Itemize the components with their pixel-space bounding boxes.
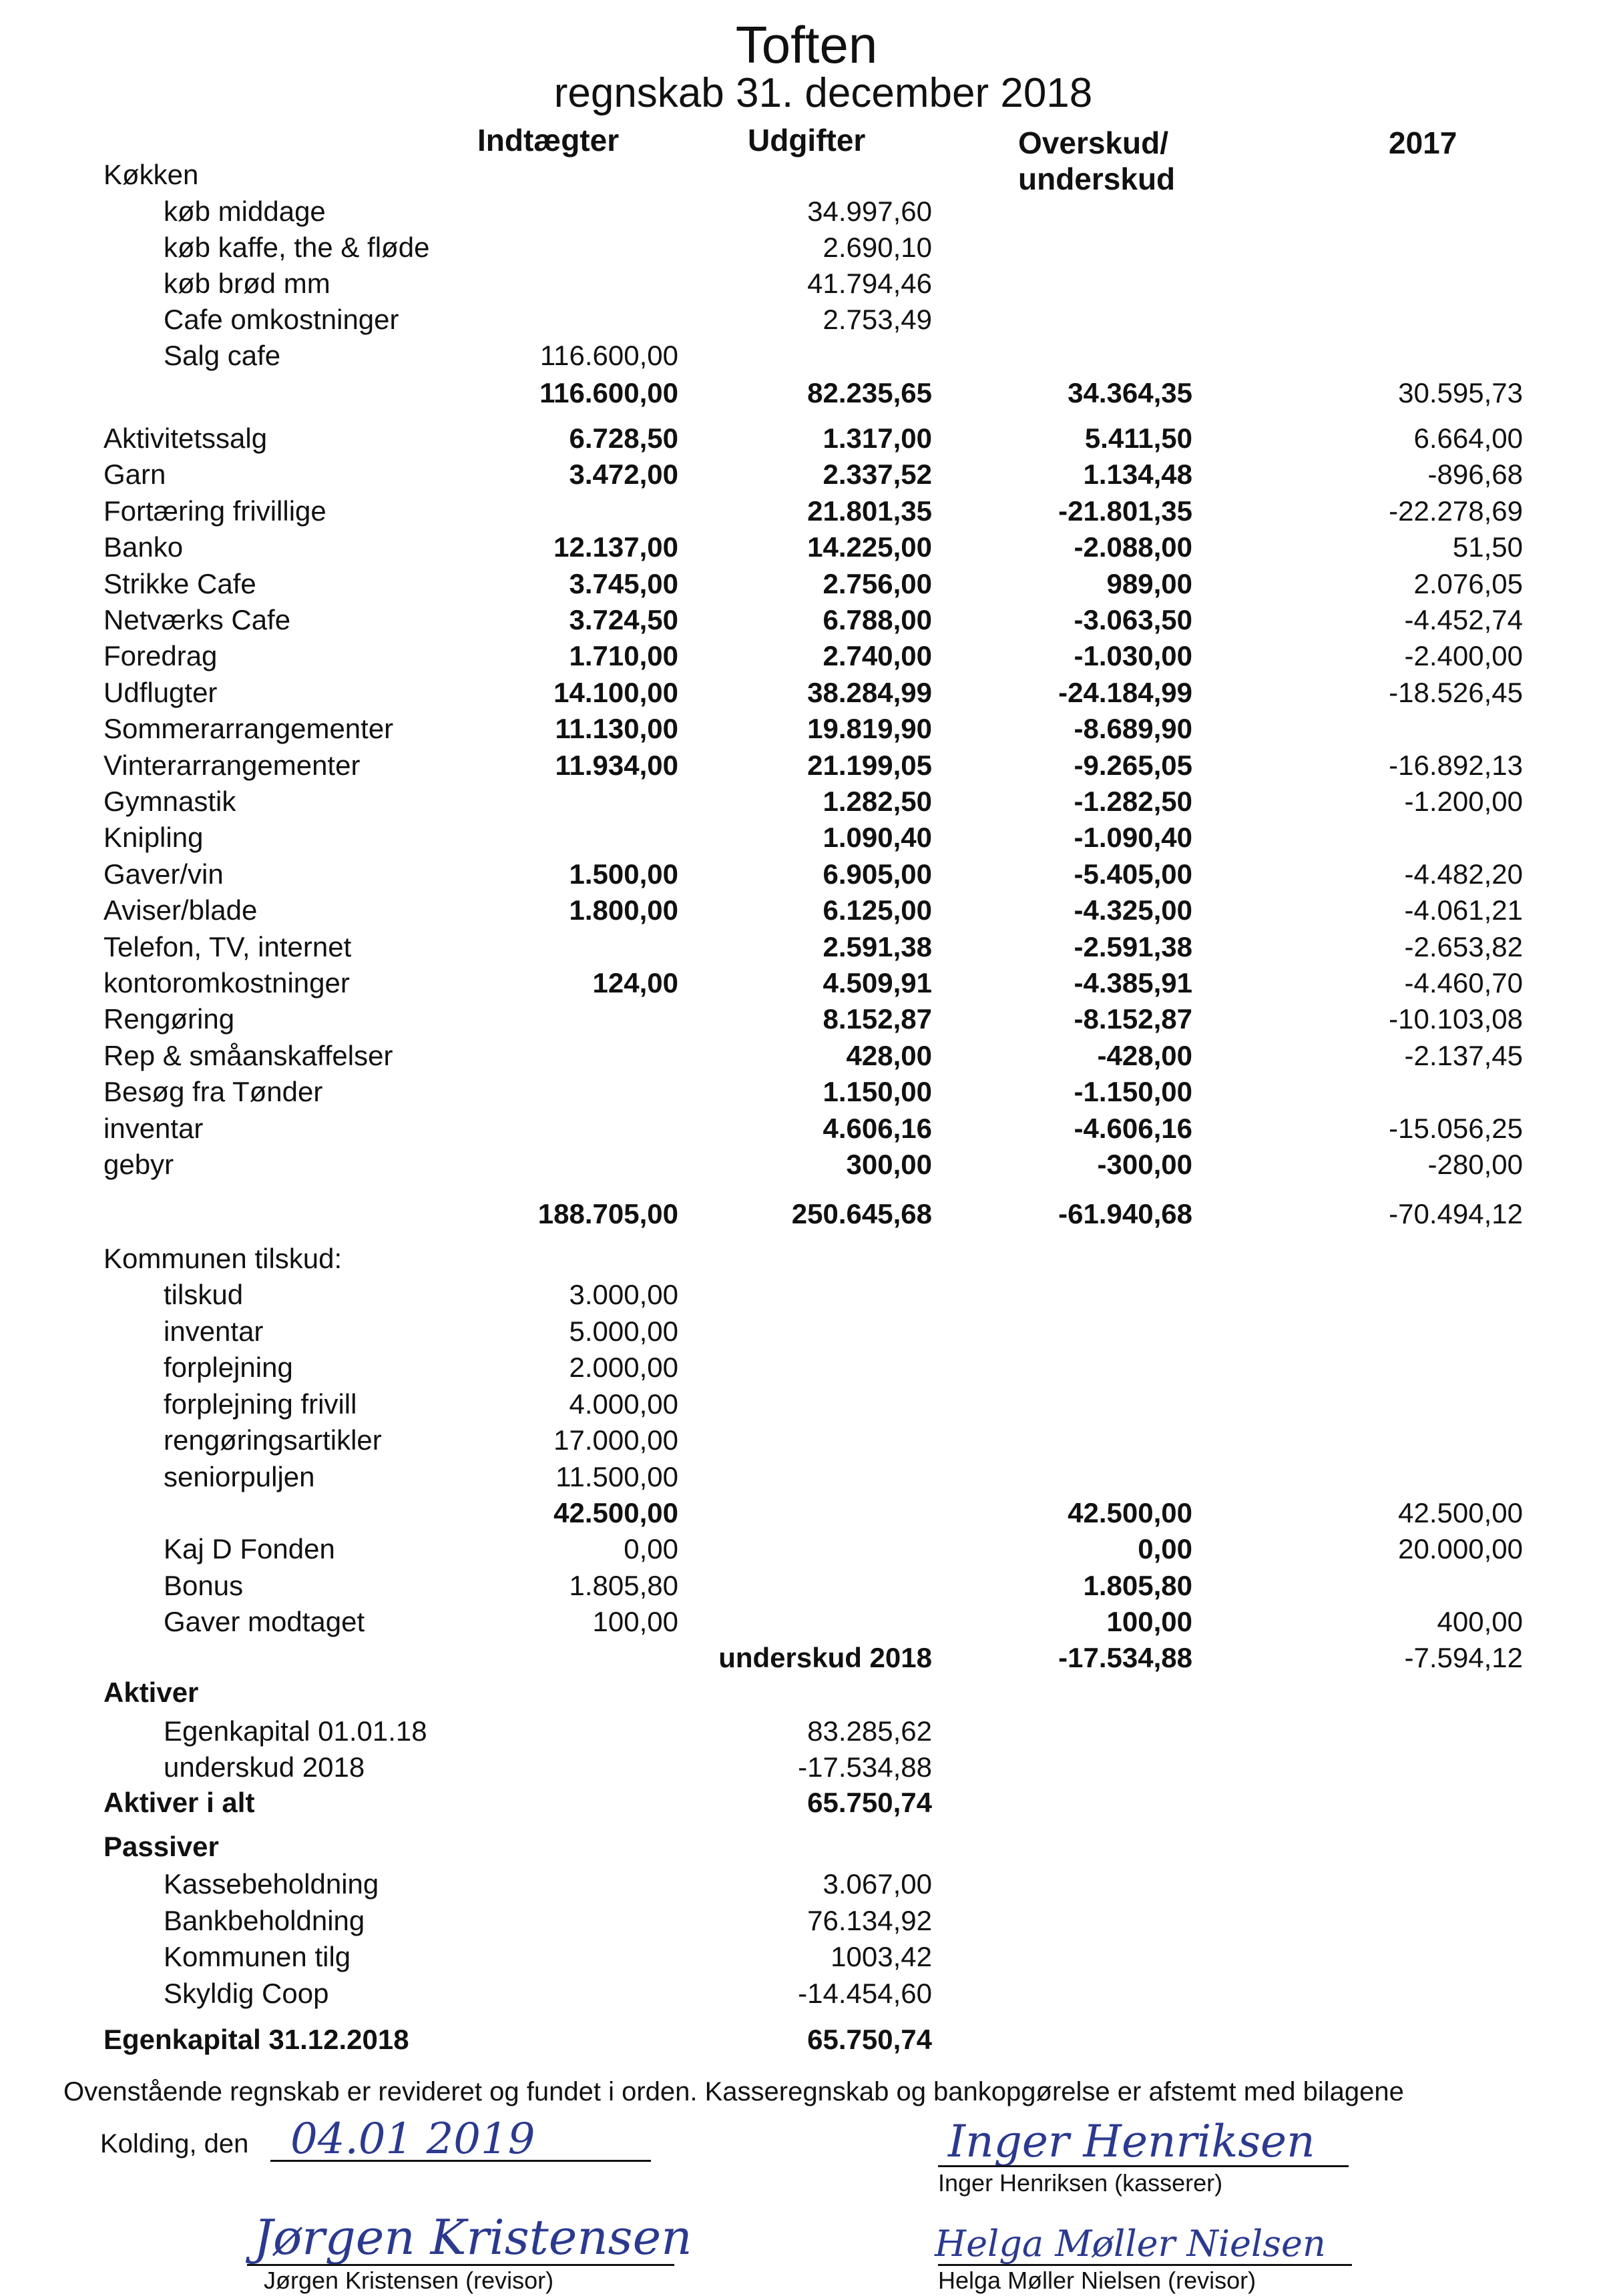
prev-value: -280,00 xyxy=(1427,1149,1523,1180)
place-date-label: Kolding, den xyxy=(100,2129,249,2159)
header-result-line2: underskud xyxy=(1018,162,1176,196)
income-total: 188.705,00 xyxy=(537,1198,678,1229)
section-label: Aktiver xyxy=(103,1677,199,1708)
liability-value: 3.067,00 xyxy=(823,1868,932,1900)
equity-total: 65.750,74 xyxy=(807,2024,932,2055)
deficit-label: underskud 2018 xyxy=(718,1642,932,1673)
result-total: 34.364,35 xyxy=(1068,377,1192,408)
prev-value: -4.460,70 xyxy=(1404,967,1523,998)
date-line xyxy=(270,2160,651,2162)
prev-value: 51,50 xyxy=(1452,531,1523,563)
activity-row xyxy=(0,1113,1613,1149)
expense-value: 2.690,10 xyxy=(823,232,932,263)
prev-value: -896,68 xyxy=(1427,459,1523,491)
asset-value: 83.285,62 xyxy=(807,1715,932,1747)
prev-value: 400,00 xyxy=(1437,1606,1523,1637)
income-value: 1.800,00 xyxy=(569,894,678,926)
result-value: -9.265,05 xyxy=(1074,749,1192,781)
income-value: 11.130,00 xyxy=(555,713,678,745)
income-value: 1.500,00 xyxy=(569,858,678,890)
result-value: 1.134,48 xyxy=(1083,459,1192,491)
income-value: 100,00 xyxy=(592,1606,678,1637)
row-label: Knipling xyxy=(103,822,204,854)
signer-jorgen: Jørgen Kristensen (revisor) xyxy=(264,2267,554,2294)
row-label: køb middage xyxy=(164,196,326,227)
row-label: Netværks Cafe xyxy=(103,604,291,635)
row-label: Udflugter xyxy=(103,676,218,708)
result-value: 5.411,50 xyxy=(1084,422,1192,454)
expense-value: 41.794,46 xyxy=(807,268,932,299)
activity-row xyxy=(0,495,1613,531)
result-value: -1.150,00 xyxy=(1074,1076,1192,1108)
signature-line-helga xyxy=(938,2264,1352,2266)
header-result-line1: Overskud/ xyxy=(1018,125,1168,160)
kommune-row xyxy=(0,1352,1613,1388)
signer-inger: Inger Henriksen (kasserer) xyxy=(938,2169,1223,2197)
row-label: Strikke Cafe xyxy=(103,567,256,599)
handwritten-date: 04.01 2019 xyxy=(290,2114,535,2164)
other-income-row xyxy=(0,1606,1613,1642)
income-value: 0,00 xyxy=(624,1533,678,1564)
row-label: Telefon, TV, internet xyxy=(103,930,352,962)
kitchen-row xyxy=(0,196,1613,232)
income-value: 6.728,50 xyxy=(569,422,678,454)
prev-total: -70.494,12 xyxy=(1389,1198,1523,1229)
prev-value: -2.137,45 xyxy=(1404,1039,1523,1071)
kommune-row xyxy=(0,1424,1613,1460)
income-value: 3.000,00 xyxy=(569,1279,678,1310)
prev-value: -4.452,74 xyxy=(1404,604,1523,635)
result-value: -1.282,50 xyxy=(1074,786,1192,817)
prev-total: 30.595,73 xyxy=(1398,377,1523,408)
activity-row xyxy=(0,640,1613,676)
kitchen-row xyxy=(0,340,1613,376)
result-total: 42.500,00 xyxy=(1068,1497,1192,1528)
prev-value: -2.653,82 xyxy=(1404,930,1523,962)
kommune-row xyxy=(0,1279,1613,1315)
header-2017: 2017 xyxy=(1389,125,1457,160)
passiver-row xyxy=(0,1905,1613,1941)
result-value: -2.591,38 xyxy=(1074,930,1192,962)
activity-row xyxy=(0,822,1613,858)
expense-value: 4.509,91 xyxy=(823,967,932,998)
row-label: Aviser/blade xyxy=(103,894,258,926)
expense-value: 6.125,00 xyxy=(823,894,932,926)
page-title: Toften xyxy=(735,15,878,74)
result-value: -8.152,87 xyxy=(1074,1003,1192,1035)
row-label: Aktivitetssalg xyxy=(103,422,268,454)
expense-value: 2.756,00 xyxy=(823,567,932,599)
activity-row xyxy=(0,1003,1613,1039)
income-total: 116.600,00 xyxy=(539,377,678,408)
prev-value: 6.664,00 xyxy=(1413,422,1523,454)
activity-row xyxy=(0,1040,1613,1076)
kitchen-row xyxy=(0,232,1613,268)
expense-value: 2.591,38 xyxy=(823,930,932,962)
activity-row xyxy=(0,967,1613,1003)
income-value: 11.500,00 xyxy=(555,1460,678,1492)
row-label: Fortæring frivillige xyxy=(103,495,326,527)
income-value: 11.934,00 xyxy=(555,749,678,781)
expense-value: 6.788,00 xyxy=(823,604,932,635)
passiver-header xyxy=(0,1831,1613,1867)
result-value: 100,00 xyxy=(1106,1606,1192,1637)
activity-row xyxy=(0,459,1613,495)
section-label: Køkken xyxy=(103,159,199,190)
activity-row xyxy=(0,1076,1613,1112)
signature-line-jorgen xyxy=(247,2264,674,2266)
section-label: Passiver xyxy=(103,1831,219,1862)
result-value: -1.090,40 xyxy=(1074,822,1192,854)
row-label: Kassebeholdning xyxy=(164,1868,379,1900)
row-label: forplejning frivill xyxy=(164,1388,357,1420)
activity-row xyxy=(0,786,1613,822)
expense-value: 4.606,16 xyxy=(823,1112,932,1144)
row-label: rengøringsartikler xyxy=(164,1424,382,1456)
prev-value: -1.200,00 xyxy=(1404,786,1523,817)
row-label: Gymnastik xyxy=(103,786,236,817)
row-label: Garn xyxy=(103,459,166,491)
expense-value: 1.150,00 xyxy=(823,1076,932,1108)
kitchen-row xyxy=(0,268,1613,304)
expense-total: 250.645,68 xyxy=(791,1198,932,1229)
kitchen-row xyxy=(0,304,1613,340)
row-label: Besøg fra Tønder xyxy=(103,1076,323,1108)
row-label: tilskud xyxy=(164,1279,244,1310)
income-value: 12.137,00 xyxy=(553,531,678,563)
result-value: -21.801,35 xyxy=(1058,495,1192,527)
income-value: 3.724,50 xyxy=(569,604,678,635)
signature-line-inger xyxy=(938,2165,1349,2167)
total-label: Egenkapital 31.12.2018 xyxy=(103,2024,409,2055)
row-label: Salg cafe xyxy=(164,340,281,371)
row-label: Kommunen tilg xyxy=(164,1941,351,1972)
expense-value: 2.740,00 xyxy=(823,640,932,672)
row-label: seniorpuljen xyxy=(164,1460,315,1492)
row-label: Skyldig Coop xyxy=(164,1977,329,2009)
signature-jorgen: Jørgen Kristensen xyxy=(254,2209,692,2265)
kommune-row xyxy=(0,1316,1613,1352)
row-label: Bankbeholdning xyxy=(164,1904,365,1936)
row-label: inventar xyxy=(103,1112,204,1144)
expense-value: 300,00 xyxy=(846,1149,932,1180)
activity-row xyxy=(0,1149,1613,1185)
prev-value: 2.076,05 xyxy=(1413,567,1523,599)
aktiver-row xyxy=(0,1715,1613,1751)
result-value: -1.030,00 xyxy=(1074,640,1192,672)
signature-helga: Helga Møller Nielsen xyxy=(935,2223,1326,2265)
row-label: kontoromkostninger xyxy=(103,967,350,998)
row-label: Rep & småanskaffelser xyxy=(103,1039,393,1071)
activity-row xyxy=(0,858,1613,894)
income-value: 4.000,00 xyxy=(569,1388,678,1420)
income-value: 1.710,00 xyxy=(569,640,678,672)
activity-row xyxy=(0,677,1613,713)
passiver-total-row xyxy=(0,2024,1613,2060)
prev-value: 20.000,00 xyxy=(1398,1533,1523,1564)
liability-value: -14.454,60 xyxy=(798,1977,932,2009)
row-label: Rengøring xyxy=(103,1003,235,1035)
kommune-row xyxy=(0,1461,1613,1497)
income-value: 5.000,00 xyxy=(569,1315,678,1347)
prev-value: -10.103,08 xyxy=(1389,1003,1523,1035)
row-label: Egenkapital 01.01.18 xyxy=(164,1715,427,1747)
total-label: Aktiver i alt xyxy=(103,1787,255,1818)
prev-deficit-value: -7.594,12 xyxy=(1404,1642,1523,1673)
passiver-row xyxy=(0,1868,1613,1904)
row-label: Cafe omkostninger xyxy=(164,304,399,335)
kitchen-total-row xyxy=(0,377,1613,413)
row-label: Gaver/vin xyxy=(103,858,224,890)
row-label: underskud 2018 xyxy=(164,1751,365,1783)
result-value: -4.325,00 xyxy=(1074,894,1192,926)
activity-row xyxy=(0,894,1613,930)
passiver-row xyxy=(0,1978,1613,2014)
other-income-row xyxy=(0,1533,1613,1569)
income-value: 116.600,00 xyxy=(539,340,678,371)
result-value: -300,00 xyxy=(1097,1149,1192,1180)
row-label: køb kaffe, the & fløde xyxy=(164,232,430,263)
header-expenses: Udgifter xyxy=(748,123,866,158)
asset-value: -17.534,88 xyxy=(798,1751,932,1783)
row-label: inventar xyxy=(164,1315,264,1347)
expense-value: 6.905,00 xyxy=(823,858,932,890)
expense-total: 82.235,65 xyxy=(807,377,932,408)
prev-value: -22.278,69 xyxy=(1389,495,1523,527)
activity-row xyxy=(0,531,1613,567)
result-value: -428,00 xyxy=(1097,1039,1192,1071)
result-value: -4.606,16 xyxy=(1074,1112,1192,1144)
expense-value: 34.997,60 xyxy=(807,196,932,227)
activity-row xyxy=(0,713,1613,749)
prev-value: -15.056,25 xyxy=(1389,1112,1523,1144)
prev-value: -16.892,13 xyxy=(1389,749,1523,781)
activity-row xyxy=(0,750,1613,786)
header-income: Indtægter xyxy=(477,123,620,158)
result-value: 989,00 xyxy=(1106,567,1192,599)
income-value: 17.000,00 xyxy=(553,1424,678,1456)
kitchen-header xyxy=(0,159,1613,195)
signature-inger: Inger Henriksen xyxy=(948,2116,1315,2167)
row-label: køb brød mm xyxy=(164,268,330,299)
row-label: forplejning xyxy=(164,1352,293,1383)
row-label: Foredrag xyxy=(103,640,218,672)
liability-value: 1003,42 xyxy=(831,1941,932,1972)
kommune-header xyxy=(0,1243,1613,1279)
expense-value: 21.199,05 xyxy=(807,749,932,781)
result-value: 1.805,80 xyxy=(1083,1569,1192,1601)
income-value: 2.000,00 xyxy=(569,1352,678,1383)
expense-value: 2.753,49 xyxy=(823,304,932,335)
result-value: -4.385,91 xyxy=(1074,967,1192,998)
expense-value: 38.284,99 xyxy=(807,676,932,708)
row-label: Gaver modtaget xyxy=(164,1606,365,1637)
result-value: -3.063,50 xyxy=(1074,604,1192,635)
expense-value: 1.282,50 xyxy=(823,786,932,817)
prev-value: -4.061,21 xyxy=(1404,894,1523,926)
income-value: 3.745,00 xyxy=(569,567,678,599)
prev-total: 42.500,00 xyxy=(1398,1497,1523,1528)
result-total: -61.940,68 xyxy=(1058,1198,1192,1229)
expense-value: 2.337,52 xyxy=(823,459,932,491)
signer-helga: Helga Møller Nielsen (revisor) xyxy=(938,2267,1256,2294)
income-value: 3.472,00 xyxy=(569,459,678,491)
result-value: -5.405,00 xyxy=(1074,858,1192,890)
activity-row xyxy=(0,568,1613,604)
expense-value: 21.801,35 xyxy=(807,495,932,527)
activity-row xyxy=(0,931,1613,967)
expense-value: 1.317,00 xyxy=(823,422,932,454)
kommune-total-row xyxy=(0,1497,1613,1533)
audit-statement: Ovenstående regnskab er revideret og fundet i orden. Kasseregnskab og bankopgørelse er afstemt med bilagene xyxy=(63,2077,1404,2106)
expense-value: 428,00 xyxy=(846,1039,932,1071)
assets-total: 65.750,74 xyxy=(807,1787,932,1818)
prev-value: -4.482,20 xyxy=(1404,858,1523,890)
prev-value: -18.526,45 xyxy=(1389,676,1523,708)
result-value: 0,00 xyxy=(1138,1533,1192,1564)
row-label: Banko xyxy=(103,531,184,563)
result-value: -24.184,99 xyxy=(1058,676,1192,708)
row-label: gebyr xyxy=(103,1149,174,1180)
expense-value: 8.152,87 xyxy=(823,1003,932,1035)
deficit-row xyxy=(0,1642,1613,1678)
aktiver-header xyxy=(0,1677,1613,1713)
row-label: Vinterarrangementer xyxy=(103,749,361,781)
activities-total-row xyxy=(0,1198,1613,1234)
page-subtitle: regnskab 31. december 2018 xyxy=(553,70,1093,116)
expense-value: 14.225,00 xyxy=(807,531,932,563)
section-label: Kommunen tilskud: xyxy=(103,1243,342,1274)
passiver-row xyxy=(0,1941,1613,1977)
row-label: Sommerarrangementer xyxy=(103,713,394,745)
activity-row xyxy=(0,604,1613,640)
prev-value: -2.400,00 xyxy=(1404,640,1523,672)
expense-value: 1.090,40 xyxy=(823,822,932,854)
income-total: 42.500,00 xyxy=(553,1497,678,1528)
income-value: 124,00 xyxy=(592,967,678,998)
row-label: Bonus xyxy=(164,1569,244,1601)
result-value: -2.088,00 xyxy=(1074,531,1192,563)
result-value: -8.689,90 xyxy=(1074,713,1192,745)
kommune-row xyxy=(0,1388,1613,1424)
income-value: 14.100,00 xyxy=(553,676,678,708)
deficit-value: -17.534,88 xyxy=(1058,1642,1192,1673)
aktiver-row xyxy=(0,1751,1613,1787)
other-income-row xyxy=(0,1570,1613,1606)
row-label: Kaj D Fonden xyxy=(164,1533,335,1564)
expense-value: 19.819,90 xyxy=(807,713,932,745)
aktiver-total-row xyxy=(0,1787,1613,1823)
income-value: 1.805,80 xyxy=(569,1569,678,1601)
activity-row xyxy=(0,422,1613,459)
liability-value: 76.134,92 xyxy=(807,1904,932,1936)
